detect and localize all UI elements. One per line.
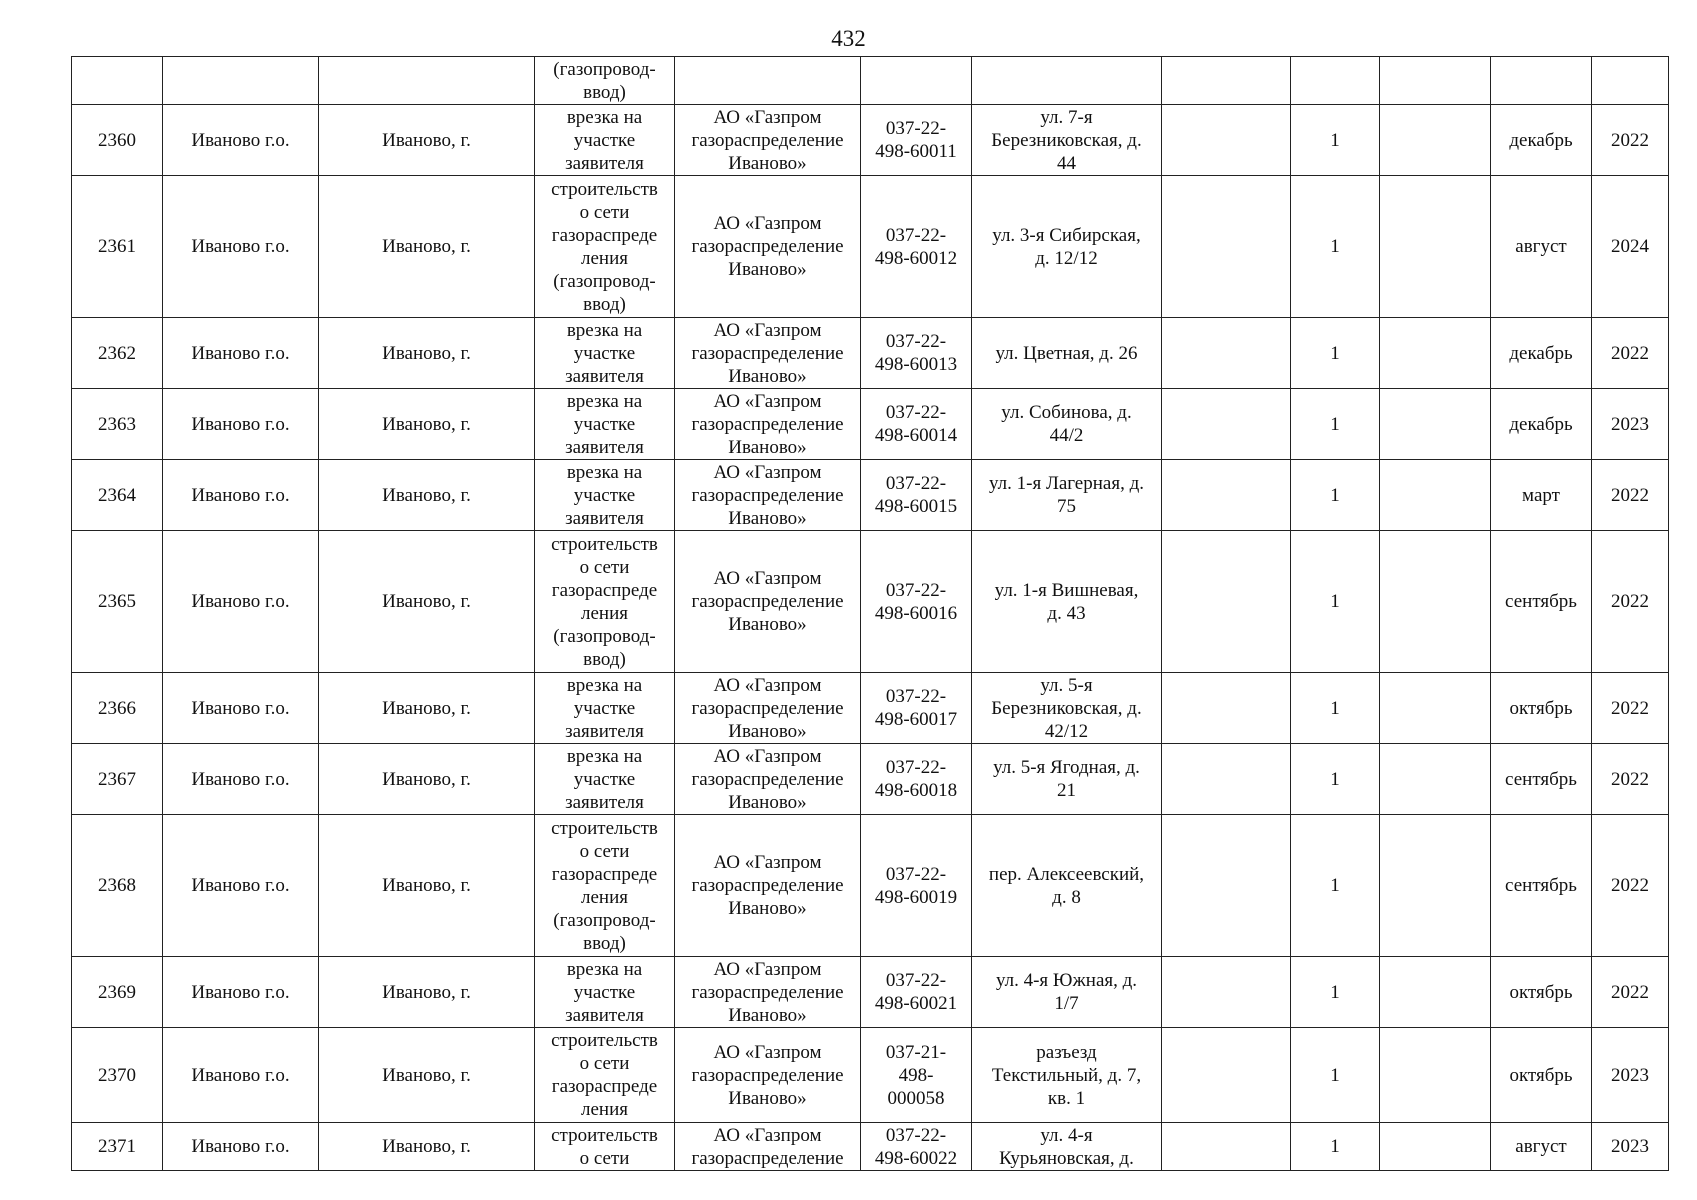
cell-row-number: 2371 (72, 1123, 163, 1171)
cell-locality: Иваново, г. (319, 531, 535, 673)
cell-application-code: 037-22- 498-60012 (861, 176, 972, 318)
cell-district: Иваново г.о. (163, 318, 319, 389)
cell-empty (1380, 389, 1491, 460)
cell-month: октябрь (1491, 673, 1592, 744)
cell-year: 2022 (1592, 957, 1669, 1028)
cell-district: Иваново г.о. (163, 531, 319, 673)
cell-work-type: врезка на участке заявителя (535, 389, 675, 460)
cell-year: 2022 (1592, 105, 1669, 176)
cell-address: ул. 4-я Курьяновская, д. (972, 1123, 1162, 1171)
cell-empty (1491, 57, 1592, 105)
cell-district: Иваново г.о. (163, 460, 319, 531)
cell-empty (1162, 105, 1291, 176)
cell-address: разъезд Текстильный, д. 7, кв. 1 (972, 1028, 1162, 1123)
cell-application-code: 037-22- 498-60013 (861, 318, 972, 389)
page-number: 432 (831, 26, 866, 51)
cell-row-number: 2363 (72, 389, 163, 460)
cell-application-code: 037-22- 498-60021 (861, 957, 972, 1028)
cell-empty (1162, 744, 1291, 815)
cell-locality: Иваново, г. (319, 957, 535, 1028)
cell-locality: Иваново, г. (319, 673, 535, 744)
cell-count: 1 (1291, 1123, 1380, 1171)
cell-address: ул. 1-я Вишневая, д. 43 (972, 531, 1162, 673)
table-row (72, 531, 1669, 673)
cell-empty (972, 57, 1162, 105)
cell-district: Иваново г.о. (163, 176, 319, 318)
cell-empty (1162, 389, 1291, 460)
cell-district: Иваново г.о. (163, 1028, 319, 1123)
cell-month: август (1491, 176, 1592, 318)
registry-table (71, 56, 1669, 1171)
cell-year: 2022 (1592, 744, 1669, 815)
cell-empty (1380, 957, 1491, 1028)
cell-district: Иваново г.о. (163, 1123, 319, 1171)
cell-locality: Иваново, г. (319, 460, 535, 531)
cell-month: август (1491, 1123, 1592, 1171)
cell-row-number: 2365 (72, 531, 163, 673)
cell-row-number: 2361 (72, 176, 163, 318)
cell-address: ул. 5-я Березниковская, д. 42/12 (972, 673, 1162, 744)
table-row (72, 673, 1669, 744)
cell-month: март (1491, 460, 1592, 531)
cell-district: Иваново г.о. (163, 815, 319, 957)
carry-over-row (72, 57, 1669, 105)
cell-empty (1592, 57, 1669, 105)
table-row (72, 318, 1669, 389)
table-body (72, 57, 1669, 1171)
cell-organization: АО «Газпром газораспределение Иваново» (675, 815, 861, 957)
cell-empty (1380, 1028, 1491, 1123)
cell-year: 2023 (1592, 1123, 1669, 1171)
cell-organization: АО «Газпром газораспределение Иваново» (675, 673, 861, 744)
cell-empty (861, 57, 972, 105)
cell-work-type: врезка на участке заявителя (535, 673, 675, 744)
cell-count: 1 (1291, 176, 1380, 318)
cell-month: октябрь (1491, 957, 1592, 1028)
cell-month: сентябрь (1491, 815, 1592, 957)
cell-locality: Иваново, г. (319, 1123, 535, 1171)
cell-empty (1162, 531, 1291, 673)
cell-month: сентябрь (1491, 744, 1592, 815)
cell-empty (1380, 673, 1491, 744)
cell-work-type: врезка на участке заявителя (535, 105, 675, 176)
cell-empty (1291, 57, 1380, 105)
cell-organization: АО «Газпром газораспределение Иваново» (675, 744, 861, 815)
cell-application-code: 037-21- 498- 000058 (861, 1028, 972, 1123)
cell-locality: Иваново, г. (319, 744, 535, 815)
cell-empty (1380, 1123, 1491, 1171)
cell-work-type: врезка на участке заявителя (535, 744, 675, 815)
cell-work-type: строительств о сети газораспреде ления (газопровод- ввод) (535, 176, 675, 318)
cell-empty (1380, 815, 1491, 957)
cell-empty (1380, 531, 1491, 673)
cell-empty (319, 57, 535, 105)
cell-empty (163, 57, 319, 105)
cell-empty (1162, 815, 1291, 957)
cell-month: октябрь (1491, 1028, 1592, 1123)
table-row (72, 1028, 1669, 1123)
cell-work-type: врезка на участке заявителя (535, 460, 675, 531)
table-row (72, 1123, 1669, 1171)
cell-empty (1380, 57, 1491, 105)
cell-organization: АО «Газпром газораспределение Иваново» (675, 1028, 861, 1123)
table-row (72, 176, 1669, 318)
cell-month: декабрь (1491, 105, 1592, 176)
cell-year: 2022 (1592, 673, 1669, 744)
table-row (72, 744, 1669, 815)
cell-count: 1 (1291, 460, 1380, 531)
cell-year: 2022 (1592, 531, 1669, 673)
cell-organization: АО «Газпром газораспределение Иваново» (675, 957, 861, 1028)
table-row (72, 105, 1669, 176)
cell-locality: Иваново, г. (319, 176, 535, 318)
cell-application-code: 037-22- 498-60011 (861, 105, 972, 176)
cell-empty (1380, 105, 1491, 176)
cell-year: 2022 (1592, 815, 1669, 957)
cell-application-code: 037-22- 498-60016 (861, 531, 972, 673)
cell-empty (675, 57, 861, 105)
cell-count: 1 (1291, 744, 1380, 815)
cell-work-type: (газопровод- ввод) (535, 57, 675, 105)
cell-address: ул. 1-я Лагерная, д. 75 (972, 460, 1162, 531)
cell-year: 2023 (1592, 389, 1669, 460)
cell-application-code: 037-22- 498-60022 (861, 1123, 972, 1171)
table-row (72, 815, 1669, 957)
cell-row-number: 2362 (72, 318, 163, 389)
cell-empty (72, 57, 163, 105)
cell-empty (1162, 318, 1291, 389)
cell-empty (1162, 176, 1291, 318)
cell-organization: АО «Газпром газораспределение Иваново» (675, 176, 861, 318)
cell-empty (1162, 1028, 1291, 1123)
cell-organization: АО «Газпром газораспределение Иваново» (675, 389, 861, 460)
cell-row-number: 2370 (72, 1028, 163, 1123)
cell-row-number: 2369 (72, 957, 163, 1028)
cell-organization: АО «Газпром газораспределение Иваново» (675, 531, 861, 673)
cell-year: 2024 (1592, 176, 1669, 318)
cell-address: ул. Собинова, д. 44/2 (972, 389, 1162, 460)
cell-organization: АО «Газпром газораспределение Иваново» (675, 460, 861, 531)
cell-row-number: 2367 (72, 744, 163, 815)
cell-address: ул. Цветная, д. 26 (972, 318, 1162, 389)
table-row (72, 460, 1669, 531)
cell-month: декабрь (1491, 389, 1592, 460)
cell-empty (1162, 673, 1291, 744)
cell-locality: Иваново, г. (319, 815, 535, 957)
cell-count: 1 (1291, 673, 1380, 744)
cell-locality: Иваново, г. (319, 389, 535, 460)
cell-work-type: врезка на участке заявителя (535, 957, 675, 1028)
cell-month: сентябрь (1491, 531, 1592, 673)
cell-district: Иваново г.о. (163, 957, 319, 1028)
cell-count: 1 (1291, 815, 1380, 957)
cell-address: ул. 7-я Березниковская, д. 44 (972, 105, 1162, 176)
cell-year: 2022 (1592, 460, 1669, 531)
cell-application-code: 037-22- 498-60017 (861, 673, 972, 744)
cell-district: Иваново г.о. (163, 105, 319, 176)
cell-count: 1 (1291, 957, 1380, 1028)
cell-district: Иваново г.о. (163, 673, 319, 744)
cell-empty (1162, 957, 1291, 1028)
cell-empty (1162, 57, 1291, 105)
cell-organization: АО «Газпром газораспределение Иваново» (675, 105, 861, 176)
cell-work-type: строительств о сети газораспреде ления (газопровод- ввод) (535, 815, 675, 957)
cell-count: 1 (1291, 389, 1380, 460)
cell-empty (1162, 460, 1291, 531)
cell-empty (1380, 744, 1491, 815)
cell-empty (1380, 176, 1491, 318)
cell-district: Иваново г.о. (163, 744, 319, 815)
cell-row-number: 2368 (72, 815, 163, 957)
table-row (72, 389, 1669, 460)
cell-empty (1162, 1123, 1291, 1171)
cell-address: ул. 3-я Сибирская, д. 12/12 (972, 176, 1162, 318)
cell-application-code: 037-22- 498-60019 (861, 815, 972, 957)
cell-address: ул. 5-я Ягодная, д. 21 (972, 744, 1162, 815)
cell-application-code: 037-22- 498-60014 (861, 389, 972, 460)
cell-organization: АО «Газпром газораспределение (675, 1123, 861, 1171)
cell-locality: Иваново, г. (319, 105, 535, 176)
table-row (72, 957, 1669, 1028)
cell-application-code: 037-22- 498-60015 (861, 460, 972, 531)
cell-count: 1 (1291, 531, 1380, 673)
cell-work-type: врезка на участке заявителя (535, 318, 675, 389)
cell-locality: Иваново, г. (319, 1028, 535, 1123)
cell-address: ул. 4-я Южная, д. 1/7 (972, 957, 1162, 1028)
cell-year: 2022 (1592, 318, 1669, 389)
cell-work-type: строительств о сети газораспреде ления (газопровод- ввод) (535, 531, 675, 673)
cell-empty (1380, 318, 1491, 389)
cell-row-number: 2364 (72, 460, 163, 531)
cell-application-code: 037-22- 498-60018 (861, 744, 972, 815)
cell-work-type: строительств о сети (535, 1123, 675, 1171)
cell-count: 1 (1291, 105, 1380, 176)
cell-empty (1380, 460, 1491, 531)
cell-work-type: строительств о сети газораспреде ления (535, 1028, 675, 1123)
cell-row-number: 2366 (72, 673, 163, 744)
cell-row-number: 2360 (72, 105, 163, 176)
cell-count: 1 (1291, 318, 1380, 389)
cell-address: пер. Алексеевский, д. 8 (972, 815, 1162, 957)
cell-district: Иваново г.о. (163, 389, 319, 460)
cell-month: декабрь (1491, 318, 1592, 389)
cell-count: 1 (1291, 1028, 1380, 1123)
cell-year: 2023 (1592, 1028, 1669, 1123)
cell-locality: Иваново, г. (319, 318, 535, 389)
cell-organization: АО «Газпром газораспределение Иваново» (675, 318, 861, 389)
